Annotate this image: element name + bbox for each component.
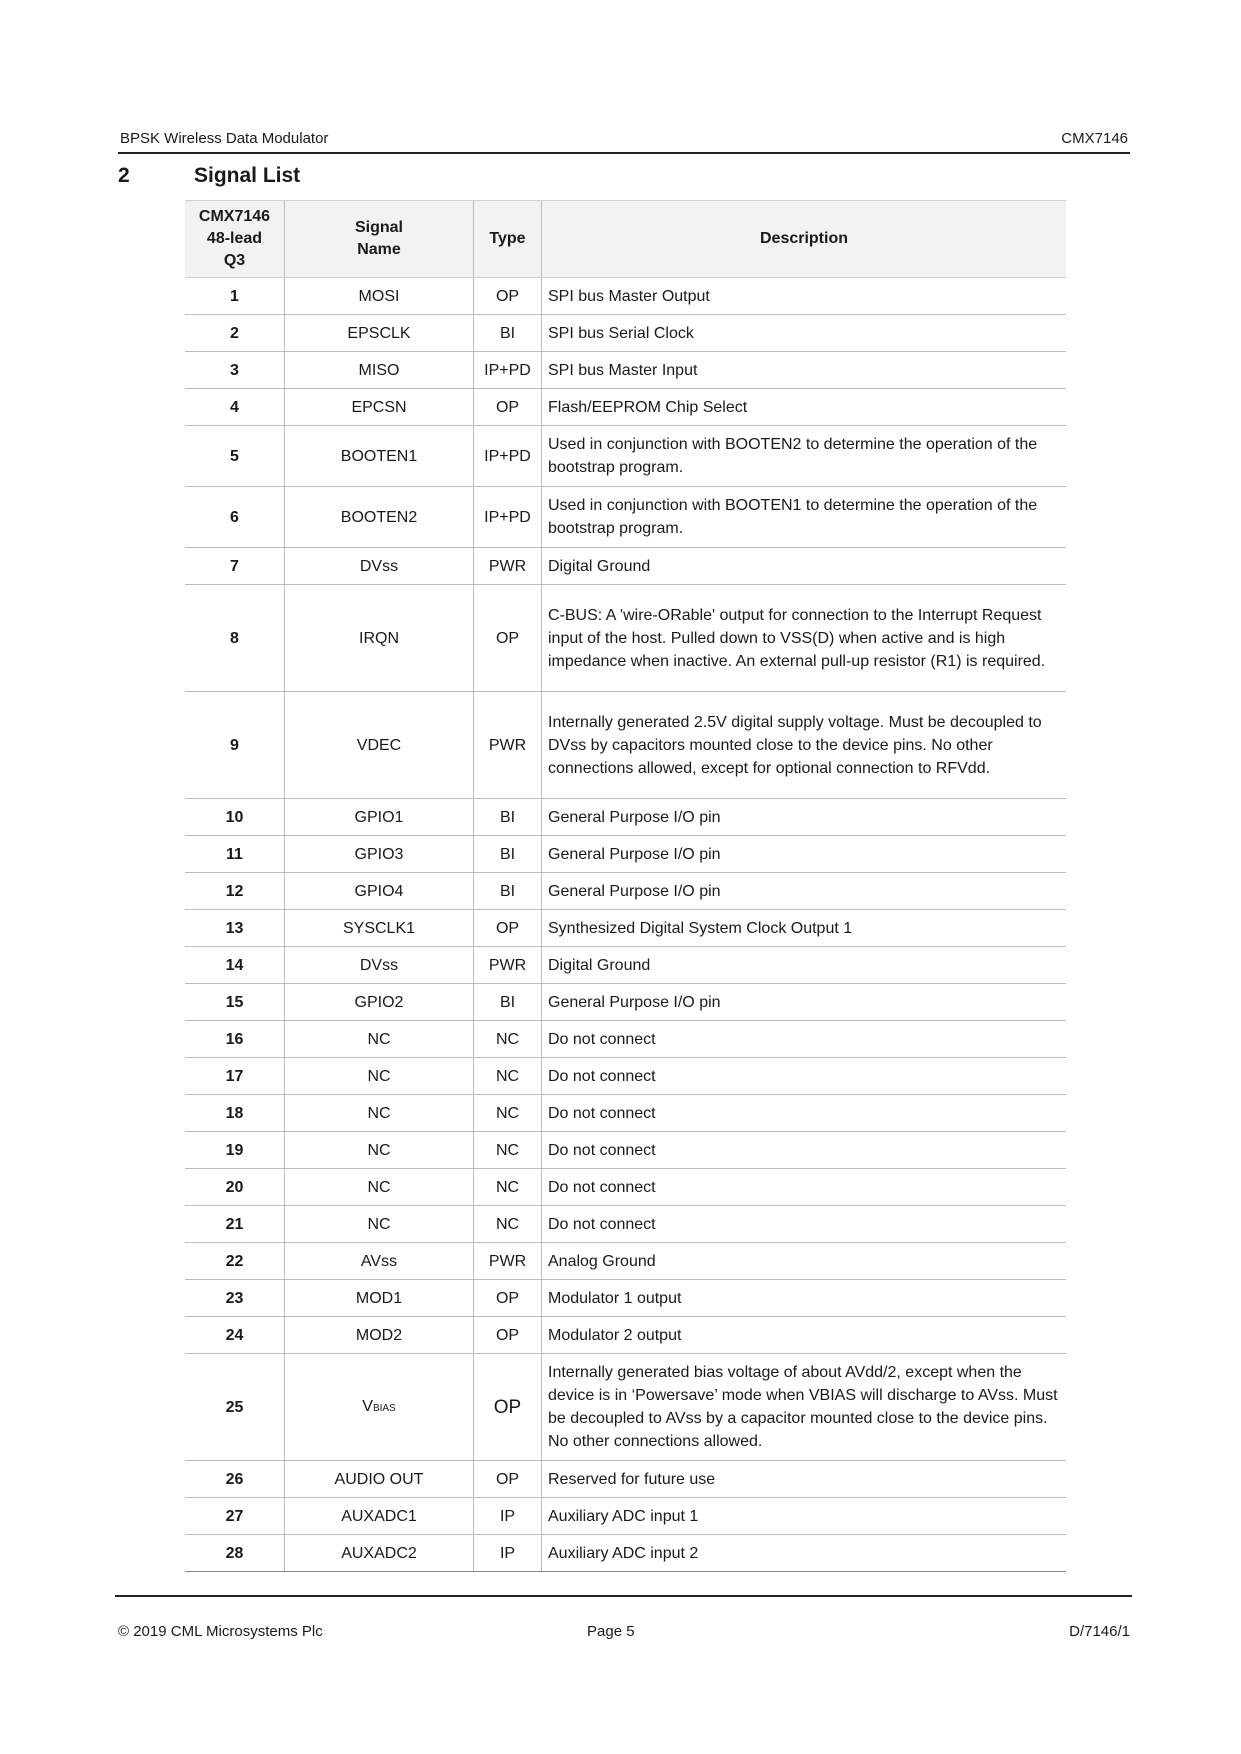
pin-number: 20 [185,1169,285,1206]
table-row [185,910,1066,947]
signal-description: General Purpose I/O pin [542,799,1067,836]
header-part-number: CMX7146 [1061,130,1128,147]
signal-name: NC [285,1169,474,1206]
pin-number: 3 [185,352,285,389]
pin-number: 9 [185,692,285,799]
signal-name: MOD2 [285,1317,474,1354]
table-row [185,352,1066,389]
signal-type: OP [474,1280,542,1317]
pin-number: 21 [185,1206,285,1243]
signal-type: NC [474,1169,542,1206]
signal-description: Do not connect [542,1206,1067,1243]
signal-description: Digital Ground [542,548,1067,585]
signal-description: Internally generated 2.5V digital supply voltage. Must be decoupled to DVss by capacitors mounted close to the device pins. No other connections allowed, except for optional connection to RFVdd. [542,692,1067,799]
signal-type: IP [474,1535,542,1572]
pin-number: 4 [185,389,285,426]
table-row [185,1535,1066,1572]
signal-description: Internally generated bias voltage of about AVdd/2, except when the device is in ‘Powersave’ mode when VBIAS will discharge to AVss. Must be decoupled to AVss by a capacitor mounted close to the device pins. No other connections allowed. [542,1354,1067,1461]
pin-number: 1 [185,278,285,315]
signal-description: SPI bus Serial Clock [542,315,1067,352]
table-row [185,1132,1066,1169]
signal-description: General Purpose I/O pin [542,873,1067,910]
table-row [185,1280,1066,1317]
signal-description: Modulator 1 output [542,1280,1067,1317]
table-row [185,426,1066,487]
header-pin-line3: Q3 [223,252,246,269]
signal-name: IRQN [285,585,474,692]
table-row [185,1058,1066,1095]
pin-number: 19 [185,1132,285,1169]
table-row [185,1169,1066,1206]
pin-number: 25 [185,1354,285,1461]
pin-number: 23 [185,1280,285,1317]
signal-description: SPI bus Master Output [542,278,1067,315]
table-row [185,315,1066,352]
table-row [185,585,1066,692]
signal-name: GPIO2 [285,984,474,1021]
table-row [185,548,1066,585]
signal-description: Auxiliary ADC input 2 [542,1535,1067,1572]
signal-type: OP [474,585,542,692]
signal-type: OP [474,278,542,315]
signal-name: DVss [285,947,474,984]
signal-description: Modulator 2 output [542,1317,1067,1354]
header-name-line1: Signal [354,219,403,236]
signal-description: General Purpose I/O pin [542,836,1067,873]
signal-description: Do not connect [542,1132,1067,1169]
signal-description: Digital Ground [542,947,1067,984]
page-footer [115,1595,1132,1640]
signal-description: General Purpose I/O pin [542,984,1067,1021]
pin-number: 28 [185,1535,285,1572]
pin-number: 12 [185,873,285,910]
signal-description: Do not connect [542,1058,1067,1095]
signal-name: AUXADC1 [285,1498,474,1535]
header-signal-name [285,201,474,278]
signal-description: Do not connect [542,1021,1067,1058]
table-row [185,1317,1066,1354]
table-row [185,1461,1066,1498]
signal-description: Synthesized Digital System Clock Output 1 [542,910,1067,947]
signal-name: MOSI [285,278,474,315]
signal-description: Analog Ground [542,1243,1067,1280]
section-title: Signal List [194,164,301,187]
signal-type: OP [474,1354,542,1461]
signal-name: AUDIO OUT [285,1461,474,1498]
signal-type: NC [474,1095,542,1132]
signal-table [185,200,1066,1572]
pin-number: 18 [185,1095,285,1132]
page-header [118,128,1130,154]
pin-number: 11 [185,836,285,873]
signal-description: C-BUS: A 'wire-ORable' output for connection to the Interrupt Request input of the host. Pulled down to VSS(D) when active and is high impedance when inactive. An external pull-up resistor (R1) is required. [542,585,1067,692]
footer-copyright: © 2019 CML Microsystems Plc [118,1623,323,1640]
signal-name: NC [285,1058,474,1095]
signal-type: OP [474,389,542,426]
signal-description: Used in conjunction with BOOTEN1 to determine the operation of the bootstrap program. [542,487,1067,548]
table-row [185,947,1066,984]
table-row [185,1498,1066,1535]
pin-number: 13 [185,910,285,947]
signal-name: DVss [285,548,474,585]
table-row [185,1243,1066,1280]
pin-number: 5 [185,426,285,487]
pin-number: 24 [185,1317,285,1354]
signal-type: IP+PD [474,426,542,487]
pin-number: 17 [185,1058,285,1095]
signal-name: AVss [285,1243,474,1280]
signal-name: NC [285,1095,474,1132]
signal-type: NC [474,1206,542,1243]
signal-type: NC [474,1132,542,1169]
section-heading [118,164,300,188]
pin-number: 8 [185,585,285,692]
signal-description: SPI bus Master Input [542,352,1067,389]
signal-name-main: V [362,1397,373,1415]
signal-type: BI [474,315,542,352]
signal-type: OP [474,910,542,947]
table-row [185,389,1066,426]
pin-number: 2 [185,315,285,352]
table-row [185,1095,1066,1132]
signal-type: PWR [474,947,542,984]
signal-name: GPIO1 [285,799,474,836]
signal-type: BI [474,836,542,873]
table-row [185,836,1066,873]
signal-description: Reserved for future use [542,1461,1067,1498]
header-pin-line1: CMX7146 [198,208,271,225]
signal-type: NC [474,1021,542,1058]
signal-name: SYSCLK1 [285,910,474,947]
header-doc-title: BPSK Wireless Data Modulator [120,130,329,147]
header-pin-line2: 48-lead [206,230,263,247]
pin-number: 15 [185,984,285,1021]
signal-name: NC [285,1206,474,1243]
signal-type: BI [474,873,542,910]
signal-type: OP [474,1461,542,1498]
signal-type: NC [474,1058,542,1095]
pin-number: 27 [185,1498,285,1535]
signal-description: Do not connect [542,1169,1067,1206]
table-header-row [185,201,1066,278]
signal-type: BI [474,984,542,1021]
header-pin [185,201,285,278]
signal-description: Used in conjunction with BOOTEN2 to determine the operation of the bootstrap program. [542,426,1067,487]
signal-type: OP [474,1317,542,1354]
signal-type: PWR [474,692,542,799]
signal-type: IP+PD [474,352,542,389]
signal-type: IP [474,1498,542,1535]
section-number: 2 [118,164,130,187]
signal-name: BOOTEN2 [285,487,474,548]
signal-name: MISO [285,352,474,389]
signal-name: GPIO4 [285,873,474,910]
table-row [185,278,1066,315]
footer-page-number: Page 5 [587,1623,635,1640]
header-name-line2: Name [357,241,401,258]
table-row [185,1354,1066,1461]
table-row [185,873,1066,910]
signal-type: BI [474,799,542,836]
signal-name-subscript: BIAS [372,1402,396,1414]
signal-type: IP+PD [474,487,542,548]
pin-number: 6 [185,487,285,548]
signal-name: NC [285,1132,474,1169]
table-row [185,1206,1066,1243]
pin-number: 7 [185,548,285,585]
pin-number: 16 [185,1021,285,1058]
signal-type: PWR [474,1243,542,1280]
footer-doc-id: D/7146/1 [1069,1623,1130,1640]
pin-number: 22 [185,1243,285,1280]
signal-name: GPIO3 [285,836,474,873]
signal-description: Auxiliary ADC input 1 [542,1498,1067,1535]
header-type: Type [474,201,542,278]
table-row [185,692,1066,799]
header-description: Description [542,201,1067,278]
signal-description: Do not connect [542,1095,1067,1132]
signal-description: Flash/EEPROM Chip Select [542,389,1067,426]
table-row [185,1021,1066,1058]
signal-type: PWR [474,548,542,585]
pin-number: 10 [185,799,285,836]
signal-name: BOOTEN1 [285,426,474,487]
table-row [185,487,1066,548]
signal-name: AUXADC2 [285,1535,474,1572]
signal-name [285,1354,474,1461]
pin-number: 26 [185,1461,285,1498]
signal-name: VDEC [285,692,474,799]
table-row [185,984,1066,1021]
signal-name: EPCSN [285,389,474,426]
table-row [185,799,1066,836]
signal-name: NC [285,1021,474,1058]
signal-name: EPSCLK [285,315,474,352]
pin-number: 14 [185,947,285,984]
signal-name: MOD1 [285,1280,474,1317]
